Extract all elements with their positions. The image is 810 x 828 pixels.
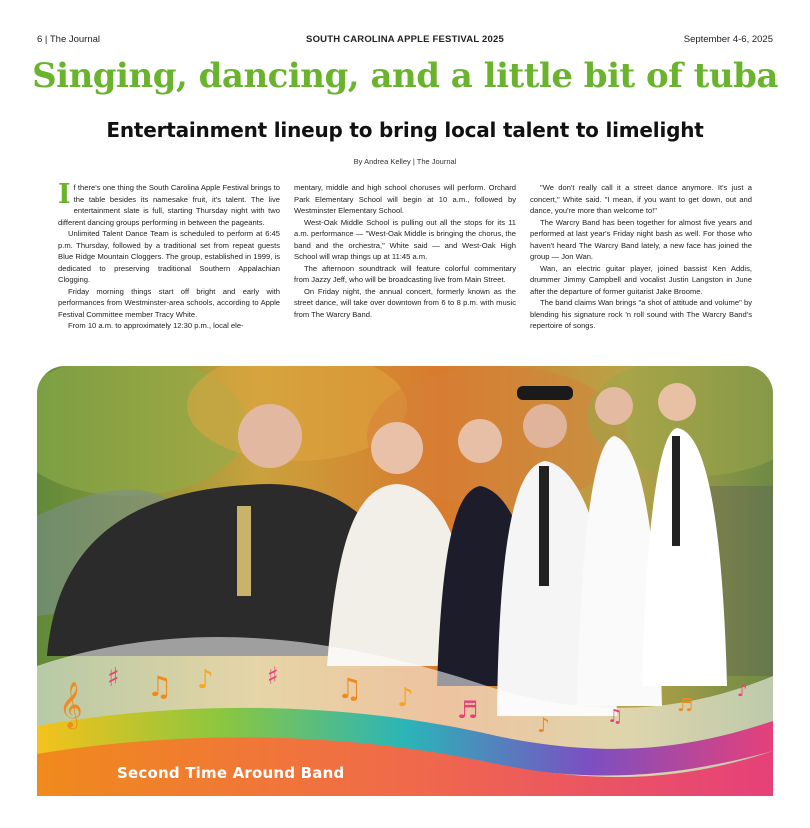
page-folio [0, 34, 810, 48]
quarter-note-icon: ♪ [397, 683, 414, 713]
section-label: SOUTH CAROLINA APPLE FESTIVAL 2025 [306, 34, 504, 45]
article-paragraph: West-Oak Middle School is pulling out all the stops for its 11 a.m. performance — "West-Oak Middle is bringing the chorus, the band and the orchestra," White said — and West-Oak High School will wrap things up at 11:45 a.m. [294, 217, 516, 261]
quarter-note-icon: ♪ [737, 681, 748, 700]
issue-date: September 4-6, 2025 [683, 34, 773, 45]
paragraph-text: f there's one thing the South Carolina Apple Festival brings to the table besides its namesake fruit, it's talent. The live entertainment slate is full, starting Thursday night with two different dancing groups performing in between the pageants. [58, 183, 280, 227]
article-paragraph: mentary, middle and high school choruses will perform. Orchard Park Elementary School will begin at 10 a.m., followed by Westminster Elementary School. [294, 183, 516, 215]
eighth-note-icon: ♫ [147, 670, 173, 703]
sharp-icon: ♯ [107, 663, 120, 693]
article-paragraph: Friday morning things start off bright and early with performances from Westminster-area schools, according to Apple Festival Committee member Tracy White. [58, 286, 280, 319]
article-column-1 [58, 179, 280, 332]
article-paragraph: "We don't really call it a street dance anymore. It's just a concert," White said. "I mean, if you want to get down, out and dance, you're more than welcome to!" [530, 183, 752, 215]
band-photo [37, 366, 773, 796]
eighth-note-icon: ♫ [607, 706, 624, 727]
band-photo-illustration [37, 366, 773, 796]
article-byline: By Andrea Kelley | The Journal [353, 157, 457, 166]
article-paragraph: Wan, an electric guitar player, joined bassist Ken Addis, drummer Jimmy Campbell and vocalist Justin Langston in June after the departure of former guitarist Jake Broome. [530, 263, 752, 296]
article-paragraph [58, 179, 280, 228]
quarter-note-icon: ♪ [537, 713, 550, 737]
article-headline: Singing, dancing, and a little bit of tuba [32, 56, 778, 96]
article-column-2 [294, 182, 516, 320]
beamed-notes-icon: ♬ [457, 696, 479, 724]
article-paragraph: The band claims Wan brings "a shot of attitude and volume" by blending his signature rock 'n roll sound with The Warcry Band's repertoire of songs. [530, 298, 752, 330]
sharp-icon: ♯ [267, 662, 279, 690]
article-paragraph: From 10 a.m. to approximately 12:30 p.m., local ele- [68, 321, 244, 330]
article-body [58, 179, 752, 352]
drop-cap: I [58, 179, 71, 210]
treble-clef-icon: 𝄞 [59, 682, 83, 728]
quarter-note-icon: ♪ [197, 665, 214, 695]
beamed-notes-icon: ♬ [677, 695, 694, 716]
article-subhead: Entertainment lineup to bring local talent to limelight [106, 118, 704, 142]
article-paragraph: The Warcry Band has been together for almost five years and performed at last year's Friday night bash as well. For those who haven't heard The Warcry Band lately, a new face has joined the group — Jon Wan. [530, 217, 752, 261]
article-paragraph: On Friday night, the annual concert, formerly known as the street dance, will take over downtown from 6 to 8 p.m. with music from The Warcry Band. [294, 286, 516, 319]
photo-caption: Second Time Around Band [117, 764, 345, 782]
article-paragraph: Unlimited Talent Dance Team is scheduled to perform at 6:45 p.m. Thursday, followed by a traditional set from repeat guests Blue Ridge Mountain Cloggers. The group, established in 1999, is dedicated to preserving traditional Southern Appalachian Clogging. [58, 229, 280, 284]
page-number-label: 6 | The Journal [37, 34, 101, 45]
article-paragraph: The afternoon soundtrack will feature colorful commentary from Jazzy Jeff, who will be broadcasting live from Main Street. [294, 263, 516, 284]
article-column-3 [530, 182, 752, 332]
eighth-note-icon: ♫ [337, 672, 363, 705]
